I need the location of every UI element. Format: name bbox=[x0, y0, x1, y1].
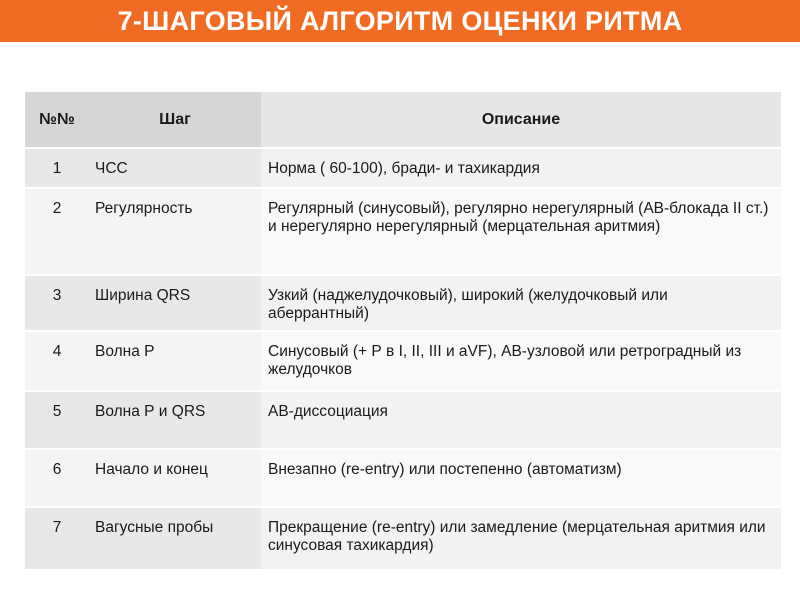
page-title: 7-ШАГОВЫЙ АЛГОРИТМ ОЦЕНКИ РИТМА bbox=[117, 5, 683, 36]
row-description: АВ-диссоциация bbox=[261, 391, 781, 449]
row-number: 3 bbox=[25, 275, 89, 331]
row-description: Узкий (наджелудочковый), широкий (желудочковый или аберрантный) bbox=[261, 275, 781, 331]
table-row bbox=[25, 188, 781, 275]
table-row bbox=[25, 391, 781, 449]
row-step: Регулярность bbox=[89, 188, 261, 275]
algorithm-table bbox=[25, 92, 781, 569]
table-row bbox=[25, 449, 781, 507]
table-row bbox=[25, 148, 781, 188]
row-number: 4 bbox=[25, 331, 89, 391]
row-number: 7 bbox=[25, 507, 89, 569]
row-number: 5 bbox=[25, 391, 89, 449]
row-description: Синусовый (+ Р в I, II, III и aVF), АВ-узловой или ретроградный из желудочков bbox=[261, 331, 781, 391]
row-number: 2 bbox=[25, 188, 89, 275]
table-header-row bbox=[25, 92, 781, 148]
table-row bbox=[25, 331, 781, 391]
header-description: Описание bbox=[261, 92, 781, 148]
header-step: Шаг bbox=[89, 92, 261, 148]
row-description: Норма ( 60-100), бради- и тахикардия bbox=[261, 148, 781, 188]
row-step: ЧСС bbox=[89, 148, 261, 188]
row-step: Вагусные пробы bbox=[89, 507, 261, 569]
row-number: 6 bbox=[25, 449, 89, 507]
table-row bbox=[25, 275, 781, 331]
title-banner bbox=[0, 0, 800, 42]
row-step: Ширина QRS bbox=[89, 275, 261, 331]
row-step: Волна Р и QRS bbox=[89, 391, 261, 449]
row-description: Внезапно (re-entry) или постепенно (автоматизм) bbox=[261, 449, 781, 507]
row-step: Начало и конец bbox=[89, 449, 261, 507]
table-row bbox=[25, 507, 781, 569]
row-description: Прекращение (re-entry) или замедление (мерцательная аритмия или синусовая тахикардия) bbox=[261, 507, 781, 569]
header-number: №№ bbox=[25, 92, 89, 148]
row-number: 1 bbox=[25, 148, 89, 188]
row-step: Волна Р bbox=[89, 331, 261, 391]
row-description: Регулярный (синусовый), регулярно нерегулярный (АВ-блокада II ст.) и нерегулярно нерегулярный (мерцательная аритмия) bbox=[261, 188, 781, 275]
